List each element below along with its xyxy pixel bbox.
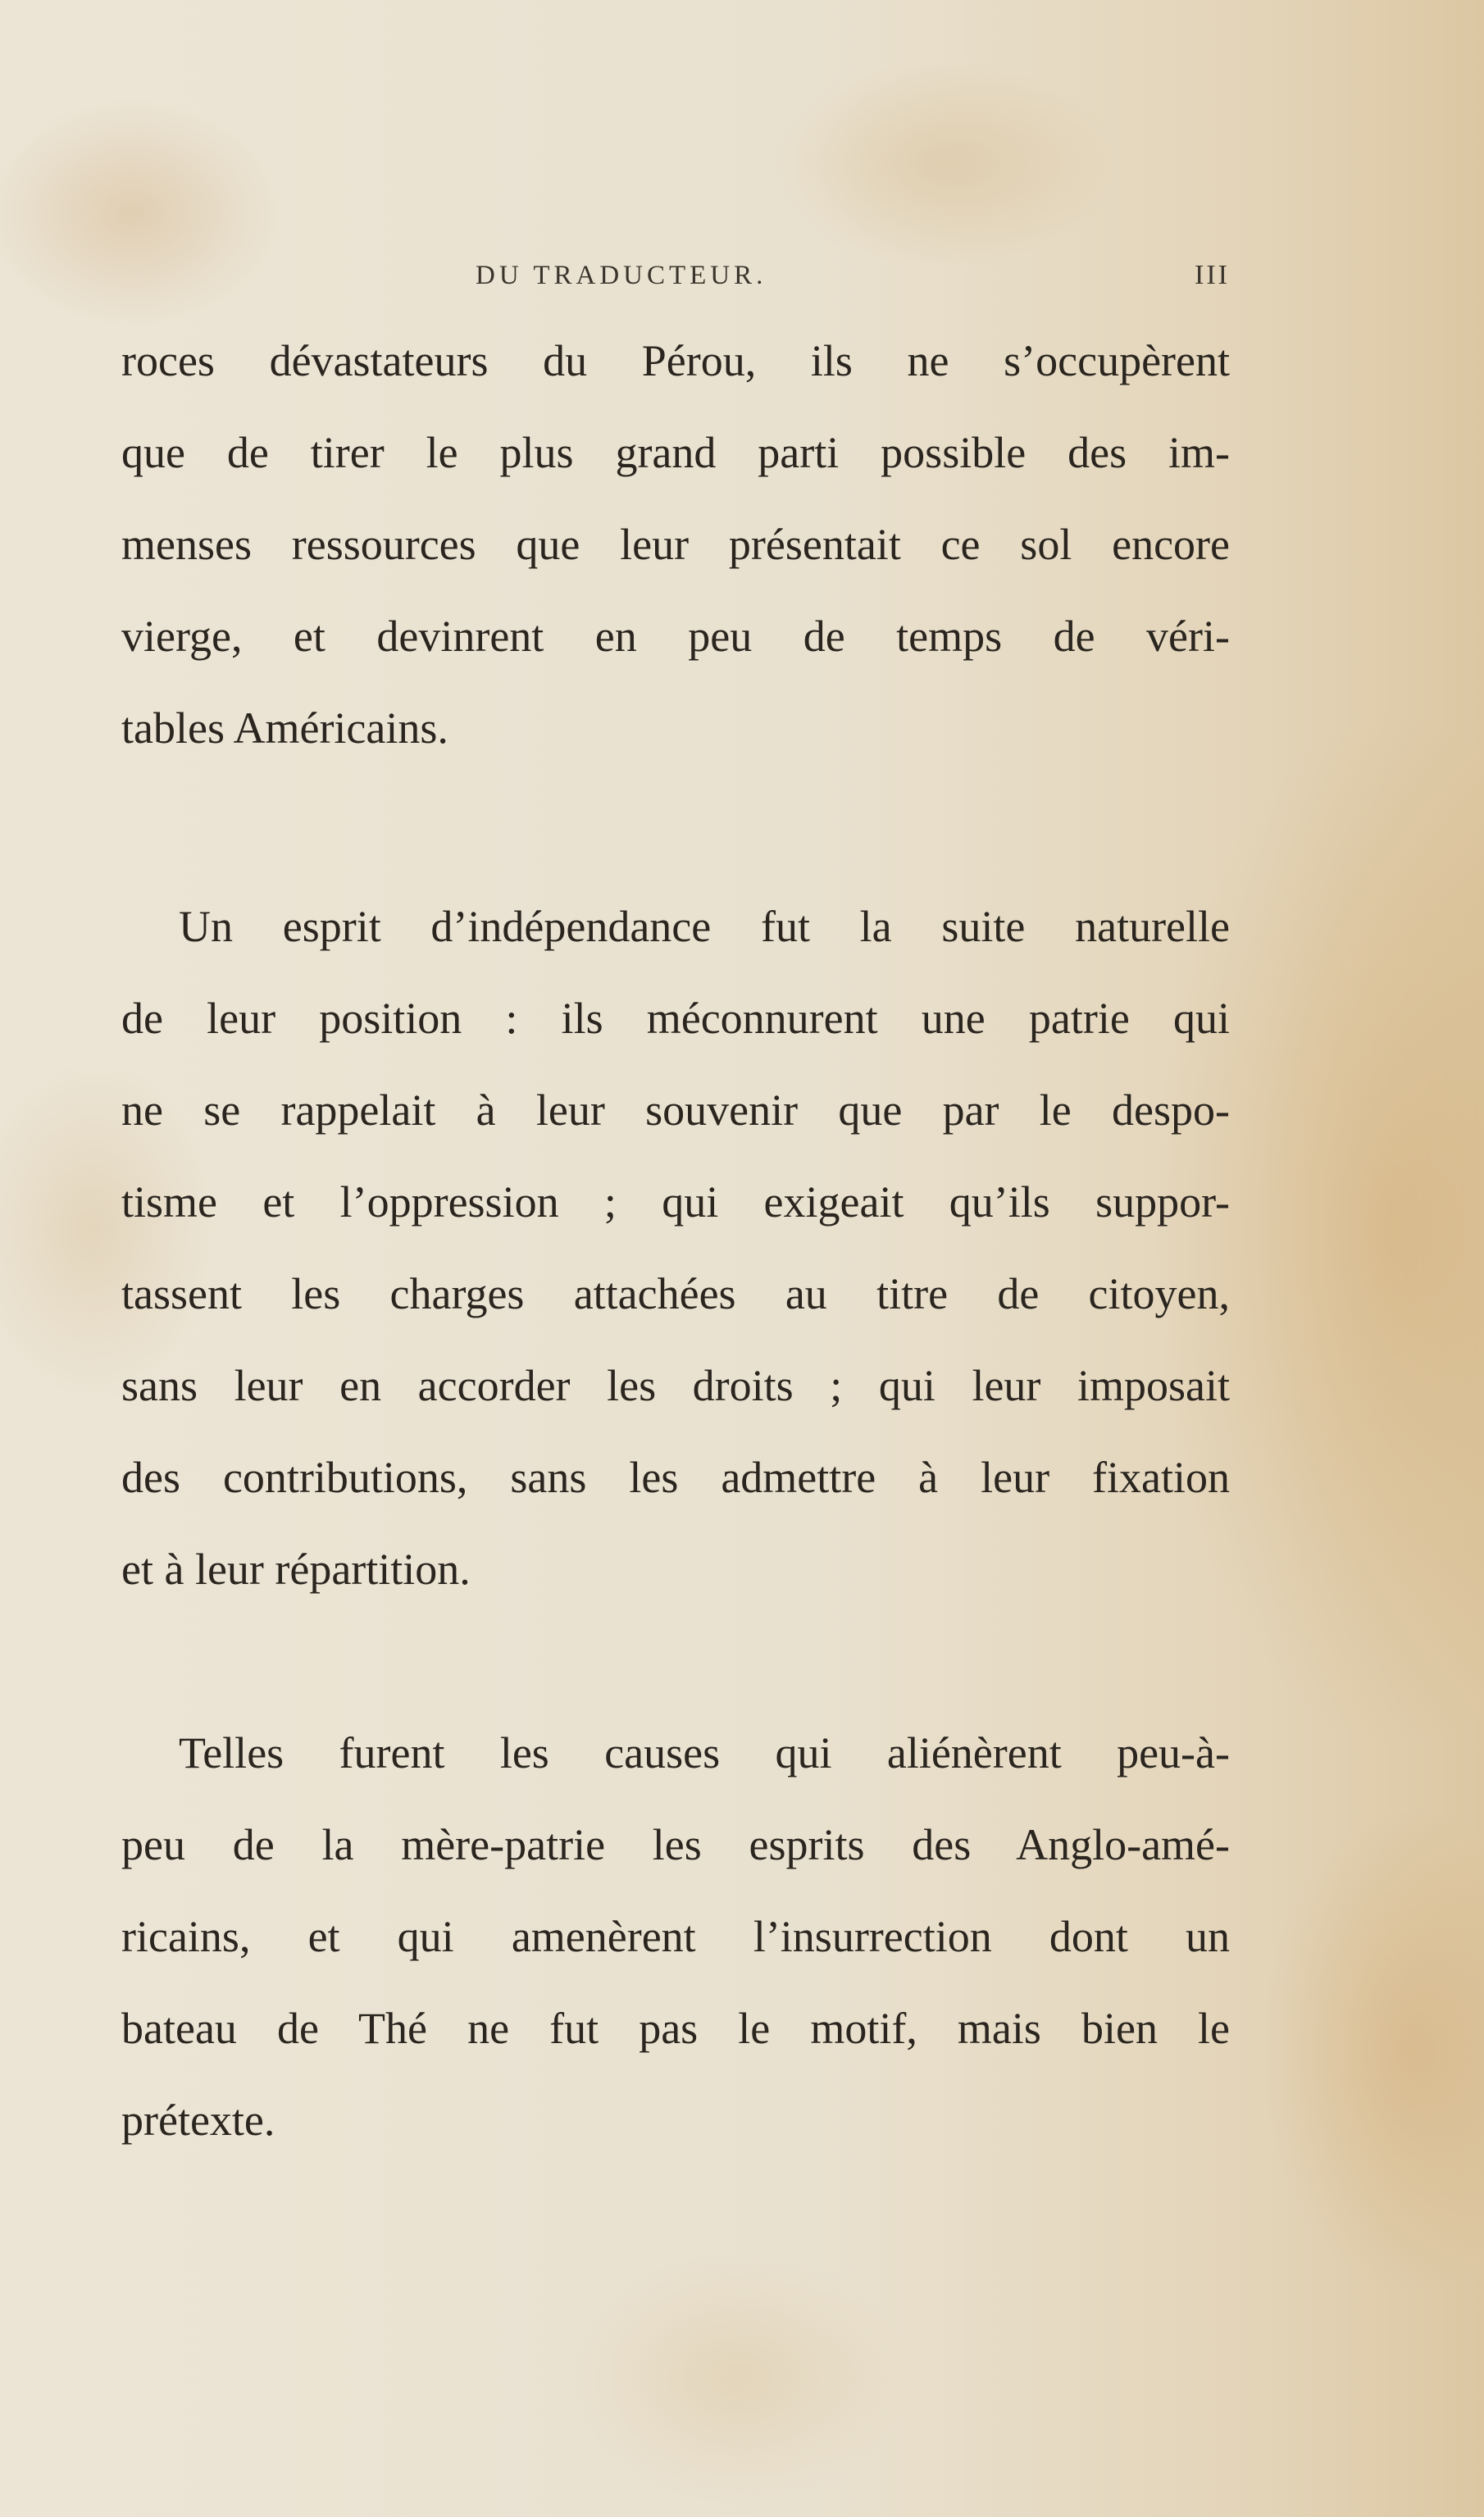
text-line: tisme et l’oppression ; qui exigeait qu’ils suppor- bbox=[121, 1177, 1230, 1227]
text-line: de leur position : ils méconnurent une patrie qui bbox=[121, 994, 1230, 1043]
running-head bbox=[123, 251, 1230, 300]
paragraph bbox=[121, 315, 1230, 774]
text-line: que de tirer le plus grand parti possible des im- bbox=[121, 428, 1230, 477]
text-line: roces dévastateurs du Pérou, ils ne s’occupèrent bbox=[121, 336, 1230, 385]
text-line: prétexte. bbox=[121, 2096, 275, 2145]
text-line: tassent les charges attachées au titre de citoyen, bbox=[121, 1269, 1230, 1318]
text-line: menses ressources que leur présentait ce sol encore bbox=[121, 520, 1230, 569]
text-line: des contributions, sans les admettre à leur fixation bbox=[121, 1453, 1230, 1502]
paragraph bbox=[121, 881, 1230, 1615]
text-line: sans leur en accorder les droits ; qui leur imposait bbox=[121, 1361, 1230, 1410]
text-line: peu de la mère-patrie les esprits des Anglo-amé- bbox=[121, 1820, 1230, 1869]
text-line: ne se rappelait à leur souvenir que par le despo- bbox=[121, 1086, 1230, 1135]
text-line: bateau de Thé ne fut pas le motif, mais bien le bbox=[121, 2004, 1230, 2053]
text-line: tables Américains. bbox=[121, 703, 448, 753]
text-line: et à leur répartition. bbox=[121, 1545, 471, 1594]
text-line: Un esprit d’indépendance fut la suite naturelle bbox=[179, 902, 1230, 951]
text-line: ricains, et qui amenèrent l’insurrection dont un bbox=[121, 1912, 1230, 1961]
text-line: Telles furent les causes qui aliénèrent peu-à- bbox=[179, 1728, 1230, 1777]
paragraph bbox=[121, 1707, 1230, 2166]
page-number: III bbox=[1195, 260, 1230, 290]
running-head-title: DU TRADUCTEUR. bbox=[476, 261, 767, 290]
text-line: vierge, et devinrent en peu de temps de véri- bbox=[121, 612, 1230, 661]
